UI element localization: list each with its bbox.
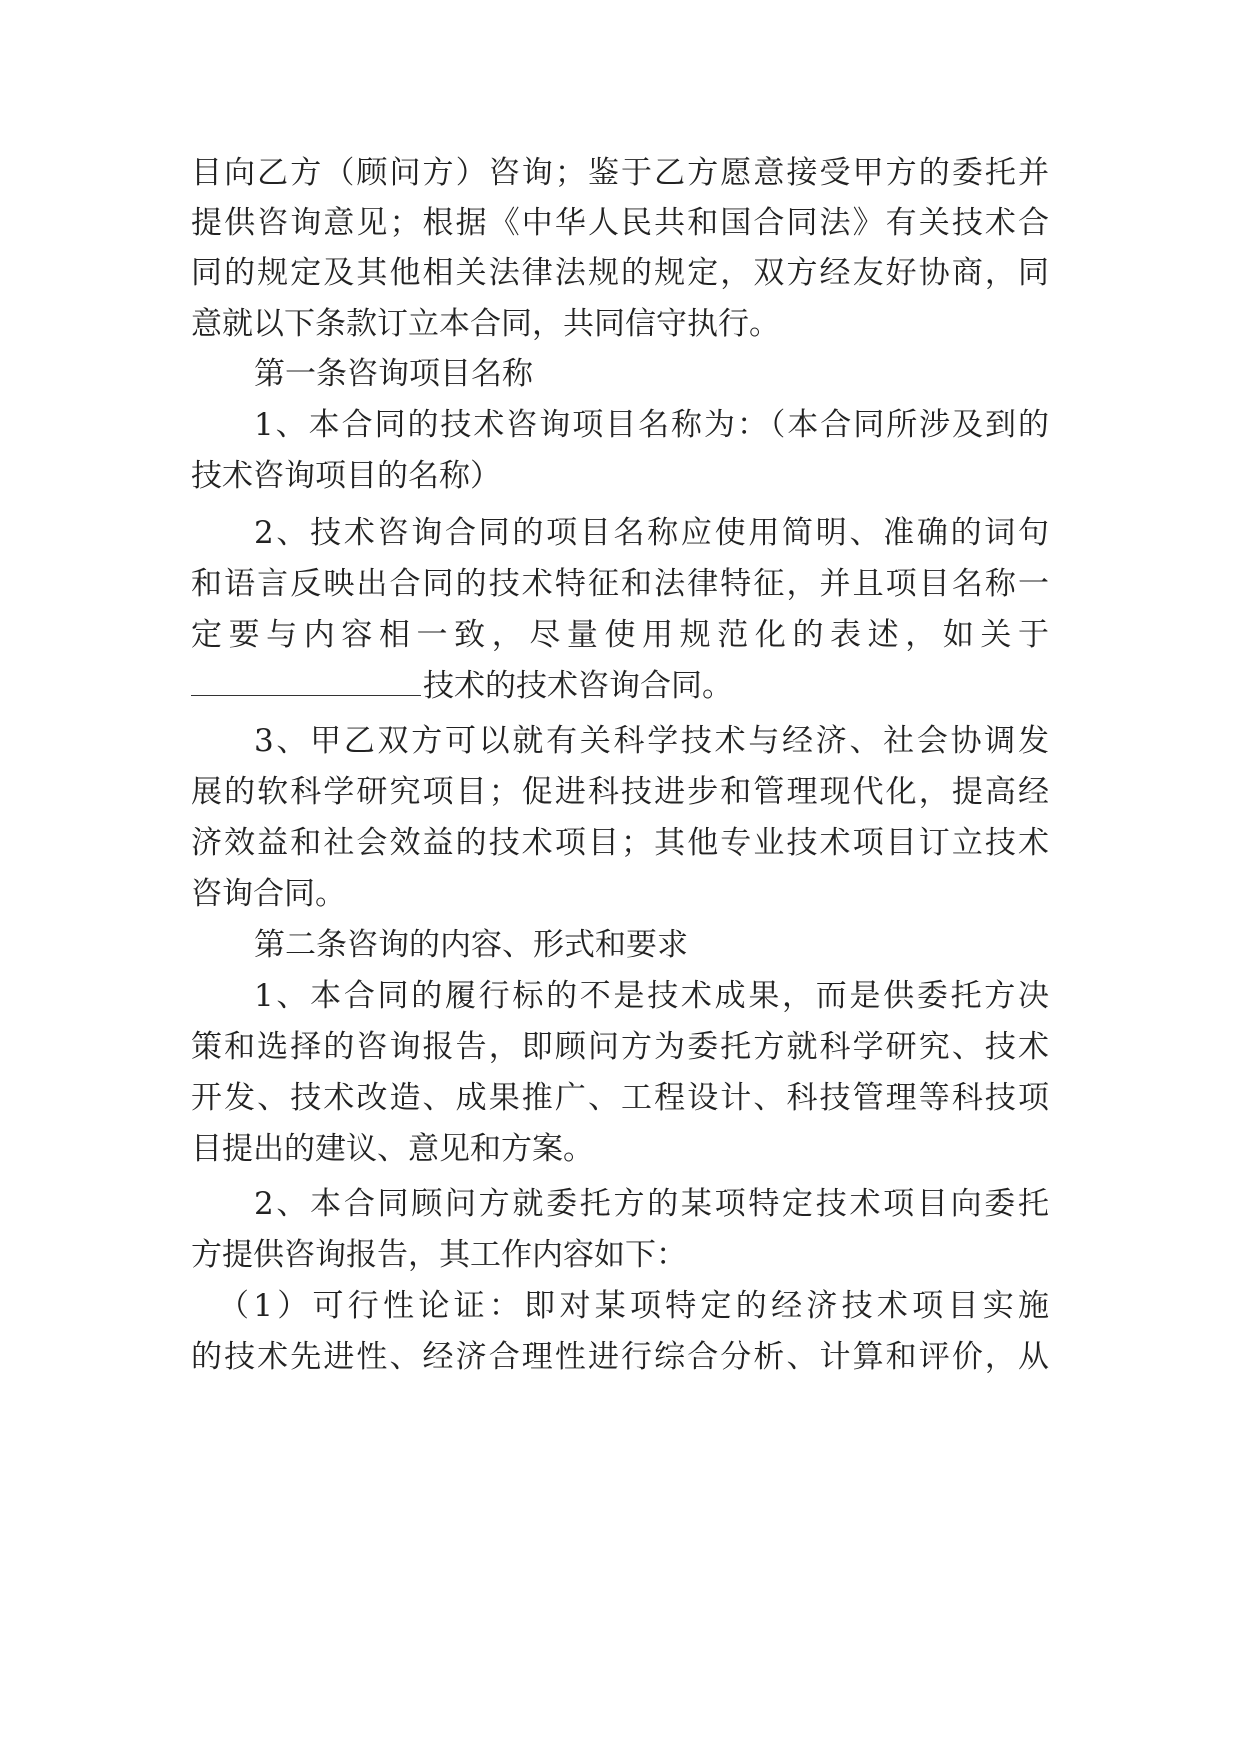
paragraph-line: 展的软科学研究项目；促进科技进步和管理现代化，提高经 xyxy=(191,774,1049,810)
fill-in-line xyxy=(191,658,733,714)
paragraph-line: 3、甲乙双方可以就有关科学技术与经济、社会协调发 xyxy=(254,723,1049,759)
paragraph-line: （1）可行性论证：即对某项特定的经济技术项目实施 xyxy=(218,1288,1049,1324)
section-heading: 第一条咨询项目名称 xyxy=(254,356,533,392)
paragraph-line: 意就以下条款订立本合同，共同信守执行。 xyxy=(191,306,780,342)
paragraph-line: 策和选择的咨询报告，即顾问方为委托方就科学研究、技术 xyxy=(191,1029,1049,1065)
paragraph-line: 咨询合同。 xyxy=(191,876,346,912)
fill-in-text: 技术的技术咨询合同。 xyxy=(423,668,733,704)
paragraph-line: 开发、技术改造、成果推广、工程设计、科技管理等科技项 xyxy=(191,1080,1049,1116)
paragraph-line: 目提出的建议、意见和方案。 xyxy=(191,1131,594,1167)
blank-underline xyxy=(191,665,421,696)
paragraph-line: 1、本合同的技术咨询项目名称为：（本合同所涉及到的 xyxy=(254,407,1049,443)
paragraph-line: 定要与内容相一致，尽量使用规范化的表述，如关于 xyxy=(191,617,1049,653)
paragraph-line: 提供咨询意见；根据《中华人民共和国合同法》有关技术合 xyxy=(191,205,1049,241)
paragraph-line: 的技术先进性、经济合理性进行综合分析、计算和评价，从 xyxy=(191,1339,1049,1375)
paragraph-line: 和语言反映出合同的技术特征和法律特征，并且项目名称一 xyxy=(191,566,1049,602)
paragraph-line: 技术咨询项目的名称） xyxy=(191,458,501,494)
section-heading: 第二条咨询的内容、形式和要求 xyxy=(254,927,688,963)
paragraph-line: 1、本合同的履行标的不是技术成果，而是供委托方决 xyxy=(254,978,1049,1014)
paragraph-line: 同的规定及其他相关法律法规的规定，双方经友好协商，同 xyxy=(191,255,1049,291)
paragraph-line: 方提供咨询报告，其工作内容如下： xyxy=(191,1237,687,1273)
paragraph-line: 目向乙方（顾问方）咨询；鉴于乙方愿意接受甲方的委托并 xyxy=(191,155,1049,191)
paragraph-line: 2、技术咨询合同的项目名称应使用简明、准确的词句 xyxy=(254,515,1049,551)
paragraph-line: 济效益和社会效益的技术项目；其他专业技术项目订立技术 xyxy=(191,825,1049,861)
paragraph-line: 2、本合同顾问方就委托方的某项特定技术项目向委托 xyxy=(254,1186,1049,1222)
